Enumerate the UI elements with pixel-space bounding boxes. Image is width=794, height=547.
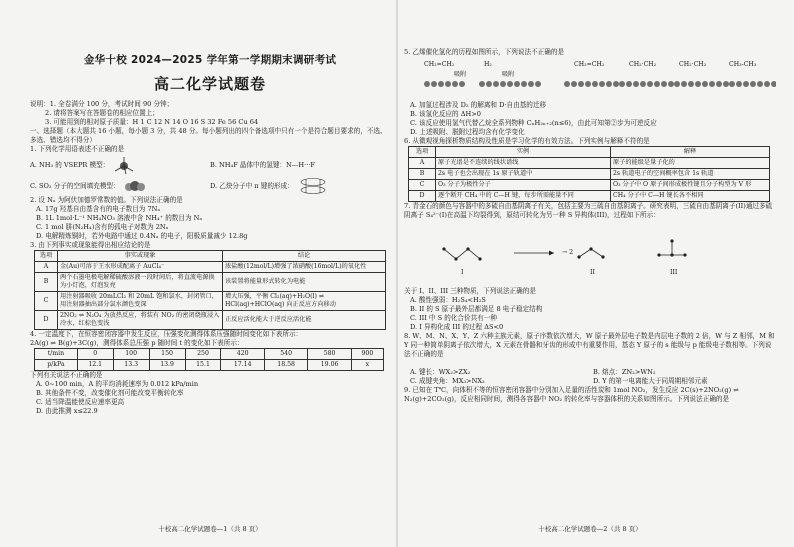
catalyst-atom: [585, 81, 591, 87]
q2-option-a: A. 17g 羟基自由基含有的电子数目为 7Nₐ: [36, 205, 160, 213]
catalyst-atom: [564, 81, 570, 87]
catalyst-atom: [424, 81, 430, 87]
catalyst-atom: [493, 81, 499, 87]
school-title: 金华十校 2024—2025 学年第一学期期末调研考试: [83, 54, 337, 66]
table-header-row: [35, 251, 386, 262]
figure-label: CH₂=CH₂: [574, 61, 605, 68]
catalyst-atom: [514, 81, 520, 87]
catalyst-atom: [661, 81, 667, 87]
table-cell: 13.9: [149, 360, 185, 371]
so2-space-filling-icon: [122, 179, 148, 193]
q2-option-c: C. 1 mol 肼(N₂H₄)含有的孤电子对数为 2Nₐ: [36, 223, 169, 231]
table-cell: 原子光谱是不连续的线状谱线: [436, 158, 611, 169]
q3-table: [34, 250, 386, 330]
table-cell: C: [409, 180, 436, 191]
catalyst-atom: [592, 81, 598, 87]
catalyst-atom: [640, 81, 646, 87]
q2-stem: 2. 设 Nₐ 为阿伏加德罗常数的值。下列说法正确的是: [30, 196, 183, 204]
catalyst-atom: [571, 81, 577, 87]
q8-option-d: D. Y 的第一电离能大于同周期相邻元素: [593, 377, 708, 385]
q1-option-a: [30, 155, 210, 175]
table-cell: 2s 电子也会出现在 1s 原子轨道中: [436, 169, 611, 180]
instruction-1: 说明：1. 全卷满分 100 分，考试时间 90 分钟；: [30, 100, 174, 108]
table-row: [35, 311, 386, 330]
table-cell: x: [351, 360, 383, 371]
instruction-3: 3. 可能用到的相对原子质量：H 1 C 12 N 14 O 16 S 32 Fe 56 Cu 64: [45, 118, 259, 126]
figure-label-ii: II: [590, 269, 595, 276]
table-row: [409, 191, 770, 202]
table-header-cell: 选项: [35, 251, 58, 262]
q2-option-b: B. 1L 1mol·L⁻¹ NH₄NO₃ 溶液中含 NH₄⁺ 的数目为 Nₐ: [36, 214, 202, 222]
catalyst-atom: [500, 81, 506, 87]
catalyst-atom: [578, 81, 584, 87]
q1-option-d: [210, 177, 390, 195]
catalyst-atom: [431, 81, 437, 87]
table-cell: D: [409, 191, 436, 202]
q4-stem: 4. 一定温度下，在恒容密闭容器中发生反应，压强变化测得体系压强随时间变化如下表所示：: [30, 330, 303, 338]
q7-option-d: D. I 异构化成 III 的过程 ΔS<0: [410, 323, 504, 331]
table-cell: 增大压强，平衡 Cl₂(aq)+H₂O(l) ⇌ HCl(aq)+HClO(aq) 向正反应方向移动: [223, 292, 386, 311]
catalyst-atom: [599, 81, 605, 87]
catalyst-atom: [729, 81, 735, 87]
q4-option-a: A. 0~100 min，A 的平均消耗速率为 0.012 kPa/min: [36, 380, 199, 388]
table-cell: 2s 轨道电子的空间概率包含 1s 轨道: [611, 169, 770, 180]
table-row: [409, 158, 770, 169]
table-cell: 用注射器吸收 20mLCl₂ 和 20mL 饱和氯水，封闭管口，用注射器抽出部分氯水颜色变深: [58, 292, 223, 311]
catalyst-atom: [507, 81, 513, 87]
q1-option-a-text: A. NH₃ 的 VSEPR 模型：: [30, 161, 110, 169]
table-cell: 2NO₂ ⇌ N₂O₄ 为放热反应，将装有 NO₂ 的密闭烧瓶浸入冷水，红棕色变浅: [58, 311, 223, 330]
table-row: [409, 169, 770, 180]
table-cell: C: [35, 292, 58, 311]
figure-label-i: I: [461, 269, 464, 276]
catalyst-atom: [695, 81, 701, 87]
q4-option-d: D. 由此推测 x≤22.9: [36, 407, 98, 415]
q5-option-c: C. 该反应使用氢气代替乙烷全系列物种 CₙH₂ₙ₊₂(n≤6)，由此可知第②步为可逆反应: [410, 119, 657, 127]
catalyst-atom: [654, 81, 660, 87]
table-header-cell: 事实或现象: [58, 251, 223, 262]
table-cell: 逐个断开 CH₄ 中的 C—H 键，每步所需能量不同: [436, 191, 611, 202]
figure-label: CH₃-CH₃: [729, 61, 757, 68]
right-page: [404, 0, 776, 547]
q4-equation: 2A(g) ⇌ B(g)+3C(g)，测得体系总压强 p 随时间 t 的变化如下表所示：: [30, 339, 244, 347]
table-cell: CH₄ 分子中 C—H 键长各不相同: [611, 191, 770, 202]
table-cell: 浓盐酸(12mol/L)增强了浓硝酸(16mol/L)的氧化性: [223, 262, 386, 273]
catalyst-atom: [757, 81, 763, 87]
catalyst-atom: [459, 81, 465, 87]
q1-stem: 1. 下列化学用语表述不正确的是: [30, 145, 125, 153]
catalyst-atom: [688, 81, 694, 87]
catalyst-atom: [445, 81, 451, 87]
table-cell: 12.1: [77, 360, 113, 371]
table-cell: p/kPa: [35, 360, 78, 371]
catalyst-atom: [736, 81, 742, 87]
pi-bond-orbital-icon: [296, 177, 330, 195]
table-cell: 18.58: [264, 360, 307, 371]
catalyst-atom: [535, 81, 541, 87]
page-fold: [396, 0, 398, 547]
q5-mechanism-figure: [424, 59, 776, 99]
table-cell: B: [35, 273, 58, 292]
table-cell: 900: [351, 349, 383, 360]
table-cell: A: [409, 158, 436, 169]
table-header-cell: 选项: [409, 147, 436, 158]
q1-option-b: B. NH₄F 晶体中的氢键：N—H···F: [210, 160, 316, 169]
q6-table: [408, 146, 770, 202]
q8-stem: 8. W、M、N、X、Y、Z 六种主族元素，原子序数依次增大，W 原子最外层电子数是内层电子数的 2 倍，W 与 Z 相邻，M 和 Y 同一种简单阴离子依次增大，X 元素在骨骼和牙齿的形成中有重要作用，基态 Y 原子的 s 能级与 p 能级电子数相等。下列说法不正确的是: [404, 332, 775, 358]
q4-option-b: B. 其他条件不变，改变催化剂可能改变平衡转化率: [36, 389, 184, 397]
catalyst-atom: [479, 81, 485, 87]
table-cell: A: [35, 262, 58, 273]
q2-option-d: D. 电解精炼铜时，若外电路中通过 0.4Nₐ 的电子，阳极质量减少 12.8g: [36, 232, 248, 240]
q5-option-d: D. 上述吸附、脱附过程均含有化学变化: [410, 128, 525, 136]
table-cell: 17.14: [221, 360, 264, 371]
q5-option-b: B. 该氢化反应的 ΔH>0: [410, 110, 481, 118]
catalyst-atom: [702, 81, 708, 87]
table-cell: 15.1: [185, 360, 221, 371]
table-cell: O₃ 分子中 O 原子间形成极性键且分子构型为 V 形: [611, 180, 770, 191]
figure-label: 吸附: [454, 71, 467, 78]
catalyst-atom: [438, 81, 444, 87]
table-cell: 420: [221, 349, 264, 360]
table-row: [35, 360, 384, 371]
table-header-cell: 解释: [611, 147, 770, 158]
q1-option-c-text: C. SO₂ 分子的空间填充模型：: [30, 182, 120, 190]
figure-arrow-label: → 2: [562, 249, 574, 256]
figure-label: CH₂·CH₂: [679, 61, 707, 68]
table-header-row: [409, 147, 770, 158]
catalyst-atom: [452, 81, 458, 87]
subject-title: 高二化学试题卷: [153, 75, 266, 93]
catalyst-atom: [674, 81, 680, 87]
table-row: [409, 180, 770, 191]
q6-stem: 6. 从微观视角探析物质结构及性质是学习化学的有效方法。下列实例与解释不符的是: [404, 137, 650, 145]
table-row: [35, 262, 386, 273]
figure-label: CH₂=CH₂: [424, 61, 455, 68]
table-cell: B: [409, 169, 436, 180]
table-header-cell: 结论: [223, 251, 386, 262]
q8-option-b: B. 熔点：ZN₂>WN₂: [593, 368, 656, 376]
figure-label: CH₂·CH₂: [629, 61, 657, 68]
table-row: [35, 292, 386, 311]
catalyst-atom: [647, 81, 653, 87]
table-cell: 该装置将能量形式转化为电能: [223, 273, 386, 292]
q3-stem: 3. 由下列事实或现象能得出相应结论的是: [30, 241, 151, 249]
catalyst-atom: [750, 81, 756, 87]
table-row: [35, 349, 384, 360]
q5-option-a: A. 加氢过程涉及 D₂ 的解离和 D·自由基的迁移: [410, 101, 547, 109]
catalyst-atom: [716, 81, 722, 87]
sulfur-chain-diagram: [404, 229, 764, 275]
section-1-heading: 一、选择题（本大题共 16 小题，每小题 3 分，共 48 分。每小题列出的四个备选项中只有一个是符合题目要求的，不选、多选、错选均不得分）: [30, 127, 387, 144]
q7-sulfur-figure: [404, 229, 776, 287]
table-header-cell: 实例: [436, 147, 611, 158]
q7-option-a: A. 酸性强弱：H₂S₄<H₂S: [410, 296, 486, 304]
q5-stem: 5. 乙烯催化氢化的历程如图所示，下列说法不正确的是: [404, 48, 565, 56]
figure-label-iii: III: [670, 269, 678, 276]
table-cell: 正反应活化能大于逆反应活化能: [223, 311, 386, 330]
q7-stem: 7. 青金石的颜色与容器中的多硫自由基阴离子有关，包括主要为三硫自由基阴离子。研究表明，三硫自由基阴离子(II)通过多硫阴离子 S₄²⁻(I)在高温下均裂得到，原结可转化为另一种 S 异构体(III)，过程如下所示：: [404, 202, 773, 219]
catalyst-atom: [528, 81, 534, 87]
q7-option-c: C. III 中 S 的化合价共有一种: [410, 314, 497, 322]
footer-right: 十校高二化学试题卷—2（共 8 页）: [538, 525, 642, 533]
catalyst-atom: [681, 81, 687, 87]
catalyst-atom: [486, 81, 492, 87]
table-cell: D: [35, 311, 58, 330]
instruction-2: 2. 请将答案写在答题卷的相应位置上；: [45, 109, 159, 117]
catalyst-atom: [619, 81, 625, 87]
catalyst-atom: [521, 81, 527, 87]
q7-option-b: B. II 的 S 原子最外层都满足 8 电子稳定结构: [410, 305, 543, 313]
nh3-vsepr-model-icon: [111, 155, 137, 175]
catalyst-atom: [626, 81, 632, 87]
table-cell: 13.3: [113, 360, 149, 371]
catalyst-atom: [764, 81, 770, 87]
left-page: [30, 0, 390, 547]
q8-option-a: A. 键长：WX₂>ZX₂: [410, 368, 471, 376]
catalyst-atom: [771, 81, 776, 87]
table-cell: 580: [308, 349, 351, 360]
table-cell: 250: [185, 349, 221, 360]
figure-label: H₂: [484, 61, 492, 68]
table-cell: 150: [149, 349, 185, 360]
table-row: [35, 273, 386, 292]
q7-ask: 关于 I、II、III 三种物质，下列说法正确的是: [404, 287, 536, 295]
catalyst-atom: [633, 81, 639, 87]
q4-option-c: C. 适当降温能使反应速率更高: [36, 398, 125, 406]
table-cell: t/min: [35, 349, 78, 360]
table-cell: 两个石墨电极电解稀硫酸溶液一段时间后，将直流电源换为小灯泡，灯泡发亮: [58, 273, 223, 292]
table-cell: 原子的能级是量子化的: [611, 158, 770, 169]
q1-option-d-text: D. 乙炔分子中 π 键的形成：: [210, 182, 294, 190]
catalyst-atom: [709, 81, 715, 87]
q1-option-c: [30, 179, 210, 193]
q9-stem: 9. 已知在 T℃，向体积不等的恒容密闭容器中分别加入足量的活性炭和 1mol NO₂，发生反应 2C(s)+2NO₂(g) ⇌ N₂(g)+2CO₂(g)，反应相同时间，测得各容器中 NO₂ 的转化率与容器体积的关系如图所示。下列说法正确的是: [404, 386, 739, 403]
catalyst-atom: [606, 81, 612, 87]
footer-left: 十校高二化学试题卷—1（共 8 页）: [158, 525, 262, 533]
figure-label: 吸附: [502, 71, 515, 78]
q4-table: [34, 348, 384, 371]
table-cell: 100: [113, 349, 149, 360]
table-cell: 19.06: [308, 360, 351, 371]
table-cell: 540: [264, 349, 307, 360]
table-cell: O₃ 分子为极性分子: [436, 180, 611, 191]
q4-ask: 下列有关说法不正确的是: [30, 371, 103, 379]
q8-option-c: C. 成键夹角：MX₃>NX₃: [410, 377, 485, 385]
catalyst-atom: [743, 81, 749, 87]
table-cell: 0: [77, 349, 113, 360]
table-cell: 金(Au)可溶于王水形成配离子 AuCl₄⁻: [58, 262, 223, 273]
